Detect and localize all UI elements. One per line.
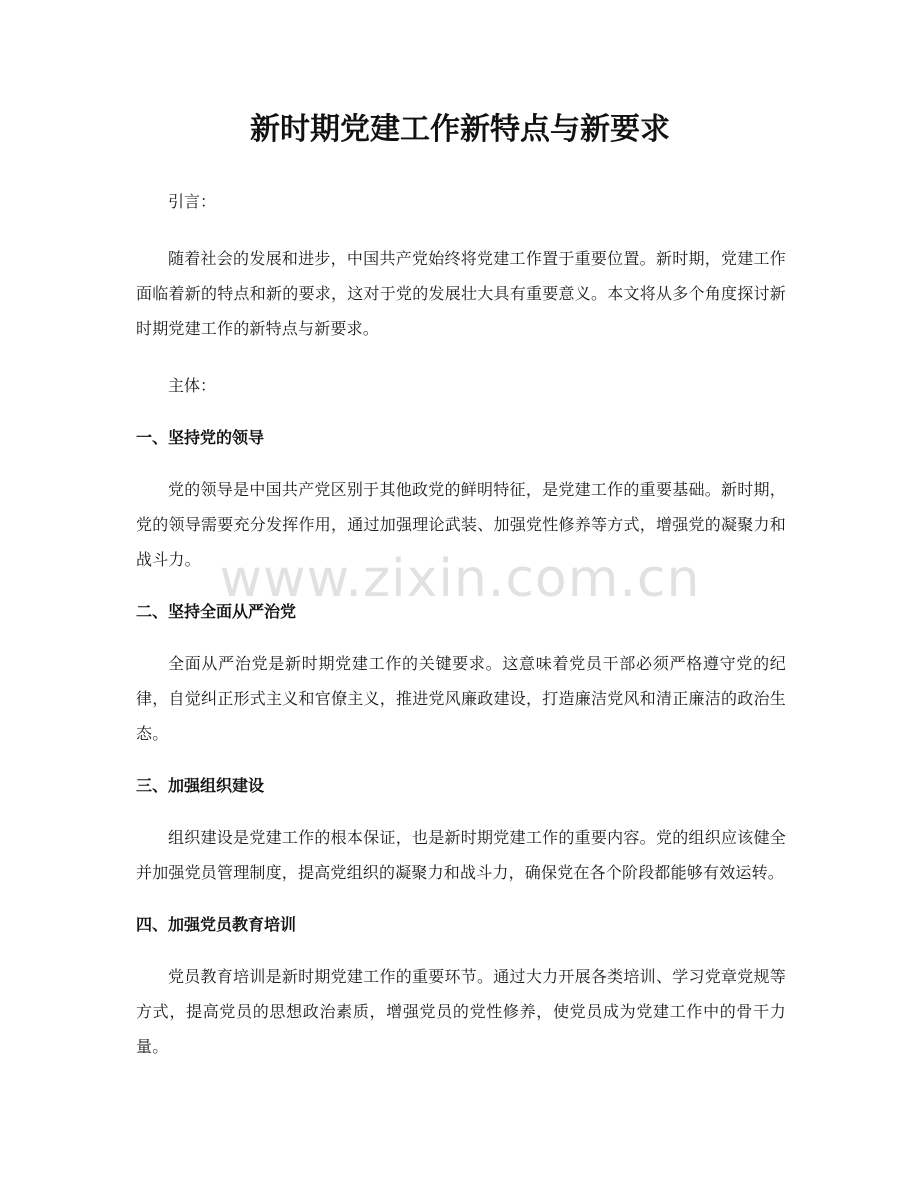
intro-label: 引言： [168, 192, 217, 211]
section-paragraph-3: 组织建设是党建工作的根本保证，也是新时期党建工作的重要内容。党的组织应该健全并加强党员管理制度，提高党组织的凝聚力和战斗力，确保党在各个阶段都能够有效运转。 [136, 828, 786, 882]
section-heading-1: 一、坚持党的领导 [136, 428, 265, 447]
document-title: 新时期党建工作新特点与新要求 [250, 112, 670, 147]
section-heading-3: 三、加强组织建设 [136, 776, 265, 795]
section-paragraph-1: 党的领导是中国共产党区别于其他政党的鲜明特征，是党建工作的重要基础。新时期，党的领导需要充分发挥作用，通过加强理论武装、加强党性修养等方式，增强党的凝聚力和战斗力。 [136, 480, 786, 569]
watermark-text: www.zixin.com.cn [219, 549, 701, 609]
section-heading-2: 二、坚持全面从严治党 [136, 602, 297, 621]
section-paragraph-2: 全面从严治党是新时期党建工作的关键要求。这意味着党员干部必须严格遵守党的纪律，自觉纠正形式主义和官僚主义，推进党风廉政建设，打造廉洁党风和清正廉洁的政治生态。 [136, 654, 786, 743]
intro-paragraph: 随着社会的发展和进步，中国共产党始终将党建工作置于重要位置。新时期，党建工作面临着新的特点和新的要求，这对于党的发展壮大具有重要意义。本文将从多个角度探讨新时期党建工作的新特点与新要求。 [136, 249, 786, 338]
section-paragraph-4: 党员教育培训是新时期党建工作的重要环节。通过大力开展各类培训、学习党章党规等方式，提高党员的思想政治素质，增强党员的党性修养，使党员成为党建工作中的骨干力量。 [136, 967, 786, 1056]
body-label: 主体： [168, 376, 217, 395]
section-heading-4: 四、加强党员教育培训 [136, 915, 297, 934]
document-body [136, 184, 786, 1064]
